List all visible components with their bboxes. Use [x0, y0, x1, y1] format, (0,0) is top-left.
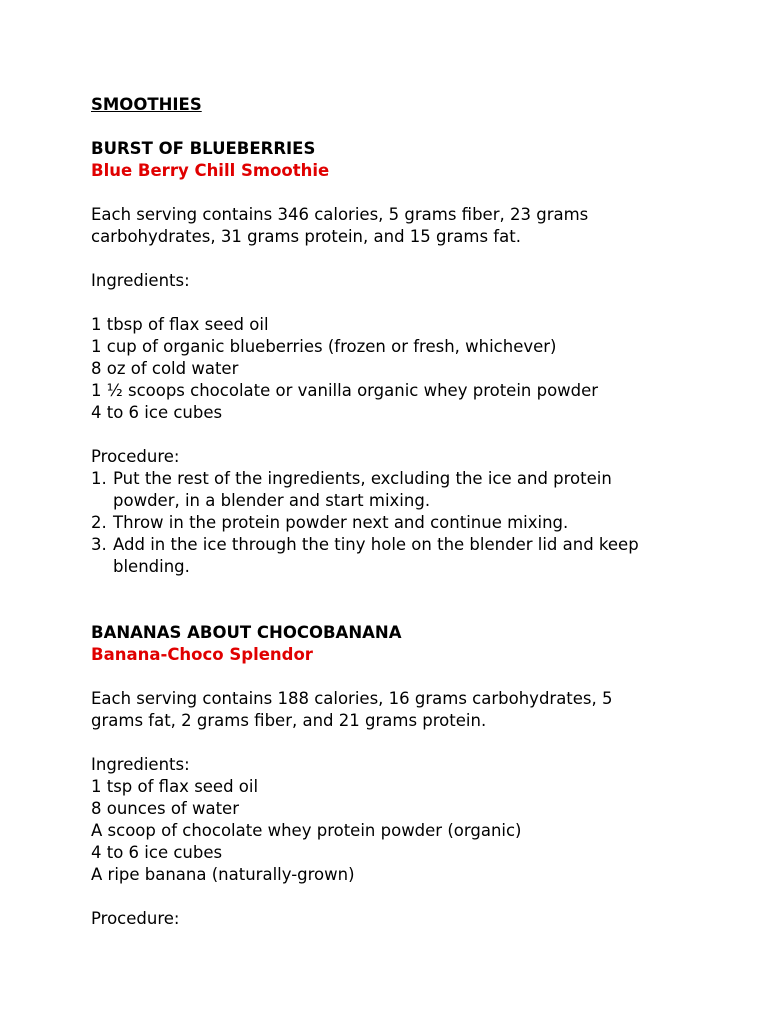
step-text: Put the rest of the ingredients, excluding the ice and protein — [113, 469, 612, 488]
ingredient-item: 8 oz of cold water — [91, 359, 239, 378]
recipe-2-category: BANANAS ABOUT CHOCOBANANA — [91, 623, 402, 642]
step-text: blending. — [113, 557, 190, 576]
ingredient-item: 1 tbsp of flax seed oil — [91, 315, 269, 334]
nutrition-line: carbohydrates, 31 grams protein, and 15 grams fat. — [91, 227, 521, 246]
recipe-2-name: Banana-Choco Splendor — [91, 645, 313, 664]
recipe-1-ingredients-list — [91, 314, 598, 424]
ingredient-item: 8 ounces of water — [91, 799, 239, 818]
recipe-2-nutrition — [91, 688, 613, 732]
recipe-1-category: BURST OF BLUEBERRIES — [91, 139, 316, 158]
nutrition-line: grams fat, 2 grams fiber, and 21 grams protein. — [91, 711, 487, 730]
recipe-1-ingredients-label: Ingredients: — [91, 271, 190, 290]
procedure-step — [91, 512, 711, 534]
recipe-2-ingredients-list — [91, 776, 522, 886]
document-heading: SMOOTHIES — [91, 95, 202, 114]
step-number: 2. — [91, 513, 107, 532]
recipe-1-procedure-label: Procedure: — [91, 447, 180, 466]
recipe-1-nutrition — [91, 204, 588, 248]
ingredient-item: 1 tsp of flax seed oil — [91, 777, 259, 796]
recipe-1-procedure-steps — [91, 468, 711, 578]
ingredient-item: 1 ½ scoops chocolate or vanilla organic whey protein powder — [91, 381, 599, 400]
procedure-step — [91, 534, 711, 578]
recipe-2-procedure-label: Procedure: — [91, 909, 180, 928]
step-text: Throw in the protein powder next and continue mixing. — [113, 513, 569, 532]
ingredient-item: 1 cup of organic blueberries (frozen or fresh, whichever) — [91, 337, 557, 356]
procedure-step — [91, 468, 711, 512]
recipe-1-name: Blue Berry Chill Smoothie — [91, 161, 330, 180]
ingredient-item: A scoop of chocolate whey protein powder (organic) — [91, 821, 522, 840]
nutrition-line: Each serving contains 188 calories, 16 grams carbohydrates, 5 — [91, 689, 613, 708]
nutrition-line: Each serving contains 346 calories, 5 grams fiber, 23 grams — [91, 205, 589, 224]
ingredient-item: 4 to 6 ice cubes — [91, 843, 223, 862]
ingredient-item: 4 to 6 ice cubes — [91, 403, 223, 422]
step-text: Add in the ice through the tiny hole on the blender lid and keep — [113, 535, 639, 554]
recipe-2-ingredients-label: Ingredients: — [91, 755, 190, 774]
step-number: 3. — [91, 535, 107, 554]
ingredient-item: A ripe banana (naturally-grown) — [91, 865, 355, 884]
step-text: powder, in a blender and start mixing. — [113, 491, 431, 510]
step-number: 1. — [91, 469, 107, 488]
